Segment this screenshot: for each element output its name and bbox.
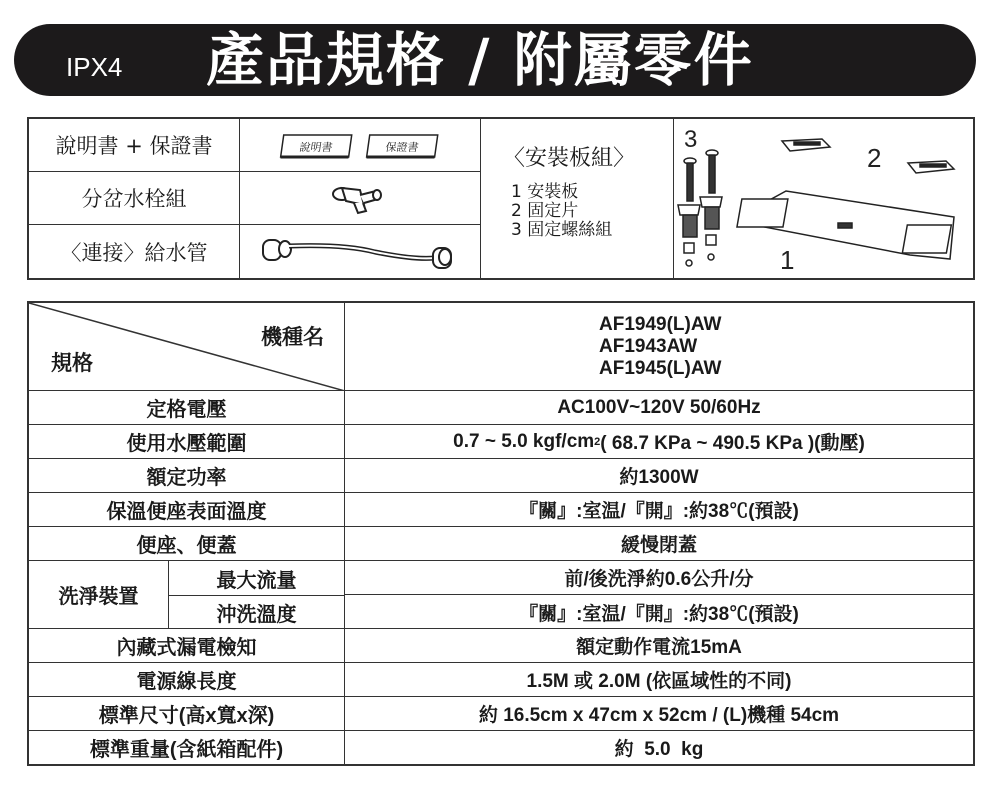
- spec-row: [29, 493, 973, 527]
- spec-row: [29, 731, 973, 764]
- spec-key: 使用水壓範圍: [29, 425, 345, 458]
- spec-wash-group-row: [29, 561, 973, 629]
- value-part: 0.7 ~ 5.0 kgf/cm: [453, 430, 595, 452]
- spec-key: 定格電壓: [29, 391, 345, 424]
- spec-row: [29, 663, 973, 697]
- spec-value: 約1300W: [619, 467, 699, 488]
- spec-key: 沖洗溫度: [216, 603, 297, 626]
- spec-value: 前/後洗淨約0.6公升/分: [345, 561, 973, 595]
- spec-key: 標準尺寸(高x寬x深): [29, 697, 345, 730]
- ipx4-badge: IPX4: [66, 52, 123, 82]
- manual-warranty-cards-icon: [240, 119, 481, 171]
- water-hose-icon: [240, 225, 481, 278]
- spec-value: 緩慢閉蓋: [620, 535, 697, 556]
- accessory-label: 分岔水栓組: [29, 172, 240, 224]
- mounting-plate-kit-diagram: [674, 119, 975, 278]
- spec-table: [27, 301, 975, 766]
- mount-kit-description: [481, 119, 674, 278]
- spec-value: 約 5.0 kg: [614, 739, 704, 760]
- spec-row: [29, 425, 973, 459]
- spec-row: [29, 697, 973, 731]
- model-name-label: 機種名: [261, 326, 324, 349]
- part-number-1: 1: [780, 245, 795, 275]
- page-title: 產品規格 / 附屬零件: [206, 26, 754, 94]
- branch-faucet-icon: [240, 172, 481, 224]
- spec-value: 『關』:室温/『開』:約38℃(預設): [519, 603, 799, 625]
- spec-key: 便座、便蓋: [29, 527, 345, 560]
- spec-key: 保溫便座表面溫度: [29, 493, 345, 526]
- accessory-row: [29, 119, 481, 172]
- part-number-3: 3: [684, 126, 698, 153]
- spec-row: [29, 391, 973, 425]
- mount-part: 1 安裝板: [511, 182, 579, 202]
- spec-key: 內藏式漏電檢知: [29, 629, 345, 662]
- svg-text:說明書: 說明書: [298, 141, 334, 154]
- spec-value: 額定動作電流15mA: [576, 637, 742, 658]
- mount-kit-parts: [511, 183, 612, 240]
- wash-group-label: 洗淨裝置: [29, 561, 169, 628]
- spec-key: 電源線長度: [29, 663, 345, 696]
- mount-kit-title: 〈安裝板組〉: [503, 146, 636, 171]
- model-list: [345, 303, 973, 390]
- accessory-row: [29, 172, 481, 225]
- model-name: AF1943AW: [599, 335, 698, 357]
- spec-header-row: [29, 303, 973, 391]
- model-name: AF1949(L)AW: [599, 313, 722, 335]
- spec-key: 標準重量(含紙箱配件): [29, 731, 345, 764]
- value-part: ( 68.7 KPa ~ 490.5 KPa )(動壓): [600, 433, 865, 454]
- spec-row: [29, 629, 973, 663]
- accessory-label: 〈連接〉給水管: [29, 225, 240, 278]
- spec-value: 1.5M 或 2.0M (依區域性的不同): [526, 671, 792, 692]
- spec-value: 『關』:室温/『開』:約38℃(預設): [519, 501, 799, 522]
- spec-key: 最大流量: [169, 561, 344, 596]
- spec-row: [29, 459, 973, 493]
- svg-text:保證書: 保證書: [384, 141, 420, 154]
- spec-value: AC100V~120V 50/60Hz: [557, 396, 761, 418]
- mount-part: 3 固定螺絲組: [511, 220, 613, 240]
- wash-group-cell: [29, 561, 345, 628]
- accessory-row: [29, 225, 481, 278]
- spec-row: [29, 527, 973, 561]
- spec-value: 約 16.5cm x 47cm x 52cm / (L)機種 54cm: [478, 705, 840, 726]
- accessory-label: 說明書 + 保證書: [29, 119, 240, 171]
- spec-label: 規格: [51, 352, 93, 375]
- spec-header-cell: [29, 303, 345, 390]
- mount-part: 2 固定片: [511, 201, 579, 221]
- header-banner: [14, 24, 976, 96]
- superscript: 2: [594, 435, 601, 448]
- model-name: AF1945(L)AW: [599, 357, 722, 379]
- spec-value: [345, 425, 973, 458]
- accessories-table: [27, 117, 975, 280]
- part-number-2: 2: [867, 143, 882, 173]
- spec-key: 額定功率: [29, 459, 345, 492]
